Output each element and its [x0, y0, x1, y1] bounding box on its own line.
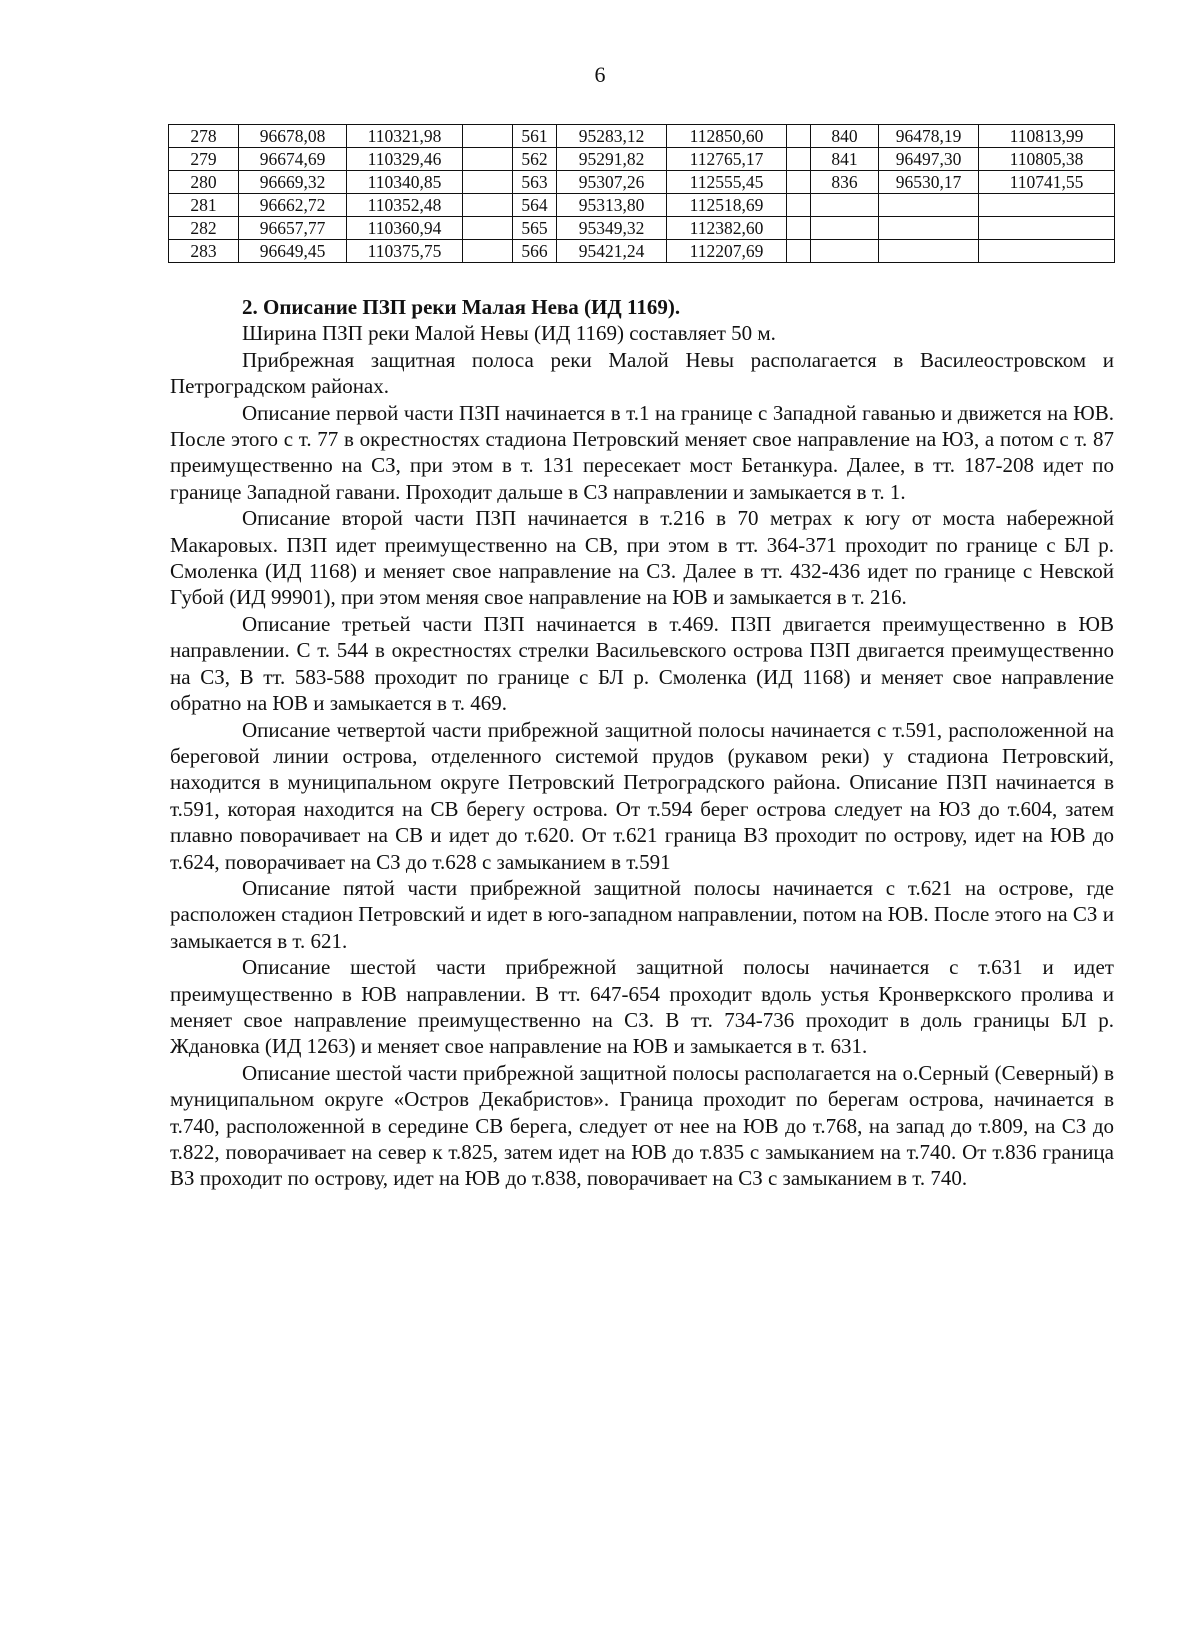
table-cell: 95421,24 [557, 240, 667, 263]
table-cell: 96530,17 [879, 171, 979, 194]
table-cell [787, 125, 811, 148]
paragraph: Описание пятой части прибрежной защитной полосы начинается с т.621 на острове, где расположен стадион Петровский и идет в юго-западном направлении, потом на ЮВ. После этого на СЗ и замыкается в т. 621. [170, 875, 1114, 953]
table-cell [463, 194, 513, 217]
table-row [169, 240, 1115, 263]
table-cell: 110741,55 [979, 171, 1115, 194]
table-cell: 95313,80 [557, 194, 667, 217]
paragraph: Описание четвертой части прибрежной защитной полосы начинается с т.591, расположенной на береговой линии острова, отделенного системой прудов (рукавом реки) у стадиона Петровский, находится в муниципальном округе Петровский Петроградского района. Описание ПЗП начинается в т.591, которая находится на СВ берегу острова. От т.594 берег острова следует на ЮЗ до т.604, затем плавно поворачивает на СВ и идет до т.620. От т.621 граница ВЗ проходит по острову, идет на ЮВ до т.624, поворачивает на СЗ до т.628 с замыканием в т.591 [170, 717, 1114, 874]
paragraph: Описание первой части ПЗП начинается в т.1 на границе с Западной гаванью и движется на ЮВ. После этого с т. 77 в окрестностях стадиона Петровский меняет свое направление на ЮЗ, а потом с т. 87 преимущественно на СЗ, при этом в т. 131 пересекает мост Бетанкура. Далее, в тт. 187-208 идет по границе Западной гавани. Проходит дальше в СЗ направлении и замыкается в т. 1. [170, 400, 1114, 504]
table-cell: 563 [513, 171, 557, 194]
table-row [169, 217, 1115, 240]
section-heading: 2. Описание ПЗП реки Малая Нева (ИД 1169). [242, 295, 681, 319]
table-cell: 836 [811, 171, 879, 194]
table-cell [787, 194, 811, 217]
table-cell: 278 [169, 125, 239, 148]
table-cell: 840 [811, 125, 879, 148]
table-cell: 283 [169, 240, 239, 263]
table-row [169, 171, 1115, 194]
table-row [169, 194, 1115, 217]
table-cell: 96669,32 [239, 171, 347, 194]
table-cell [979, 240, 1115, 263]
table-cell: 112382,60 [667, 217, 787, 240]
table-cell: 95291,82 [557, 148, 667, 171]
table-cell: 110329,46 [347, 148, 463, 171]
table-cell: 110340,85 [347, 171, 463, 194]
table-cell: 566 [513, 240, 557, 263]
table-row [169, 125, 1115, 148]
paragraph: Ширина ПЗП реки Малой Невы (ИД 1169) составляет 50 м. [242, 321, 776, 346]
table-cell [787, 240, 811, 263]
table-cell: 95307,26 [557, 171, 667, 194]
table-cell: 96662,72 [239, 194, 347, 217]
table-cell: 110375,75 [347, 240, 463, 263]
table-cell: 112518,69 [667, 194, 787, 217]
table-cell [463, 240, 513, 263]
table-row [169, 148, 1115, 171]
paragraph: Описание шестой части прибрежной защитной полосы располагается на о.Серный (Северный) в муниципальном округе «Остров Декабристов». Граница проходит по берегам острова, начинается в т.740, расположенной в середине СВ берега, следует от нее на ЮВ до т.768, на запад до т.809, на СЗ до т.822, поворачивает на север к т.825, затем идет на ЮВ до т.835 с замыканием на т.740. От т.836 граница ВЗ проходит по острову, идет на ЮВ до т.838, поворачивает на СЗ с замыканием в т. 740. [170, 1060, 1114, 1191]
table-cell: 562 [513, 148, 557, 171]
table-cell [463, 171, 513, 194]
table-cell: 96478,19 [879, 125, 979, 148]
table-cell: 96657,77 [239, 217, 347, 240]
table-cell: 110805,38 [979, 148, 1115, 171]
table-cell [787, 148, 811, 171]
table-cell: 280 [169, 171, 239, 194]
paragraph: Описание второй части ПЗП начинается в т.216 в 70 метрах к югу от моста набережной Макаровых. ПЗП идет преимущественно на СВ, при этом в тт. 364-371 проходит по границе с БЛ р. Смоленка (ИД 1168) и меняет свое направление на СЗ. Далее в тт. 432-436 идет по границе с Невской Губой (ИД 99901), при этом меняя свое направление на ЮВ и замыкается в т. 216. [170, 506, 1114, 610]
table-cell: 95283,12 [557, 125, 667, 148]
table-cell [787, 217, 811, 240]
table-cell [811, 194, 879, 217]
table-cell [463, 125, 513, 148]
table-cell [811, 240, 879, 263]
table-cell: 96649,45 [239, 240, 347, 263]
table-cell: 564 [513, 194, 557, 217]
table-cell: 96497,30 [879, 148, 979, 171]
table-cell: 96678,08 [239, 125, 347, 148]
coordinates-table [168, 124, 1115, 263]
table-cell: 282 [169, 217, 239, 240]
table-cell: 561 [513, 125, 557, 148]
section-content [170, 294, 1114, 1192]
table-cell [787, 171, 811, 194]
table-cell: 112555,45 [667, 171, 787, 194]
table-cell: 112850,60 [667, 125, 787, 148]
table-cell: 841 [811, 148, 879, 171]
page-number: 6 [594, 62, 606, 87]
table-cell [879, 194, 979, 217]
table-cell [463, 148, 513, 171]
table-cell [979, 194, 1115, 217]
table-cell: 565 [513, 217, 557, 240]
table-cell: 96674,69 [239, 148, 347, 171]
paragraph: Описание третьей части ПЗП начинается в т.469. ПЗП двигается преимущественно в ЮВ направлении. С т. 544 в окрестностях стрелки Васильевского острова ПЗП двигается преимущественно на СЗ, В тт. 583-588 проходит по границе с БЛ р. Смоленка (ИД 1168) и меняет свое направление обратно на ЮВ и замыкается в т. 469. [170, 611, 1114, 716]
paragraph: Прибрежная защитная полоса реки Малой Невы располагается в Василеостровском и Петроградском районах. [170, 347, 1114, 399]
table-cell [979, 217, 1115, 240]
table-cell: 110360,94 [347, 217, 463, 240]
table-cell: 279 [169, 148, 239, 171]
table-cell [811, 217, 879, 240]
table-cell: 112765,17 [667, 148, 787, 171]
table-cell: 110352,48 [347, 194, 463, 217]
table-cell [879, 217, 979, 240]
section-paragraphs [170, 320, 1114, 1191]
table-cell: 281 [169, 194, 239, 217]
table-cell: 110321,98 [347, 125, 463, 148]
table-cell: 112207,69 [667, 240, 787, 263]
paragraph: Описание шестой части прибрежной защитной полосы начинается с т.631 и идет преимущественно в ЮВ направлении. В тт. 647-654 проходит вдоль устья Кронверкского пролива и меняет свое направление преимущественно на СЗ. В тт. 734-736 проходит в доль границы БЛ р. Ждановка (ИД 1263) и меняет свое направление на ЮВ и замыкается в т. 631. [170, 955, 1114, 1059]
table-cell: 110813,99 [979, 125, 1115, 148]
table-cell: 95349,32 [557, 217, 667, 240]
table-cell [879, 240, 979, 263]
table-cell [463, 217, 513, 240]
